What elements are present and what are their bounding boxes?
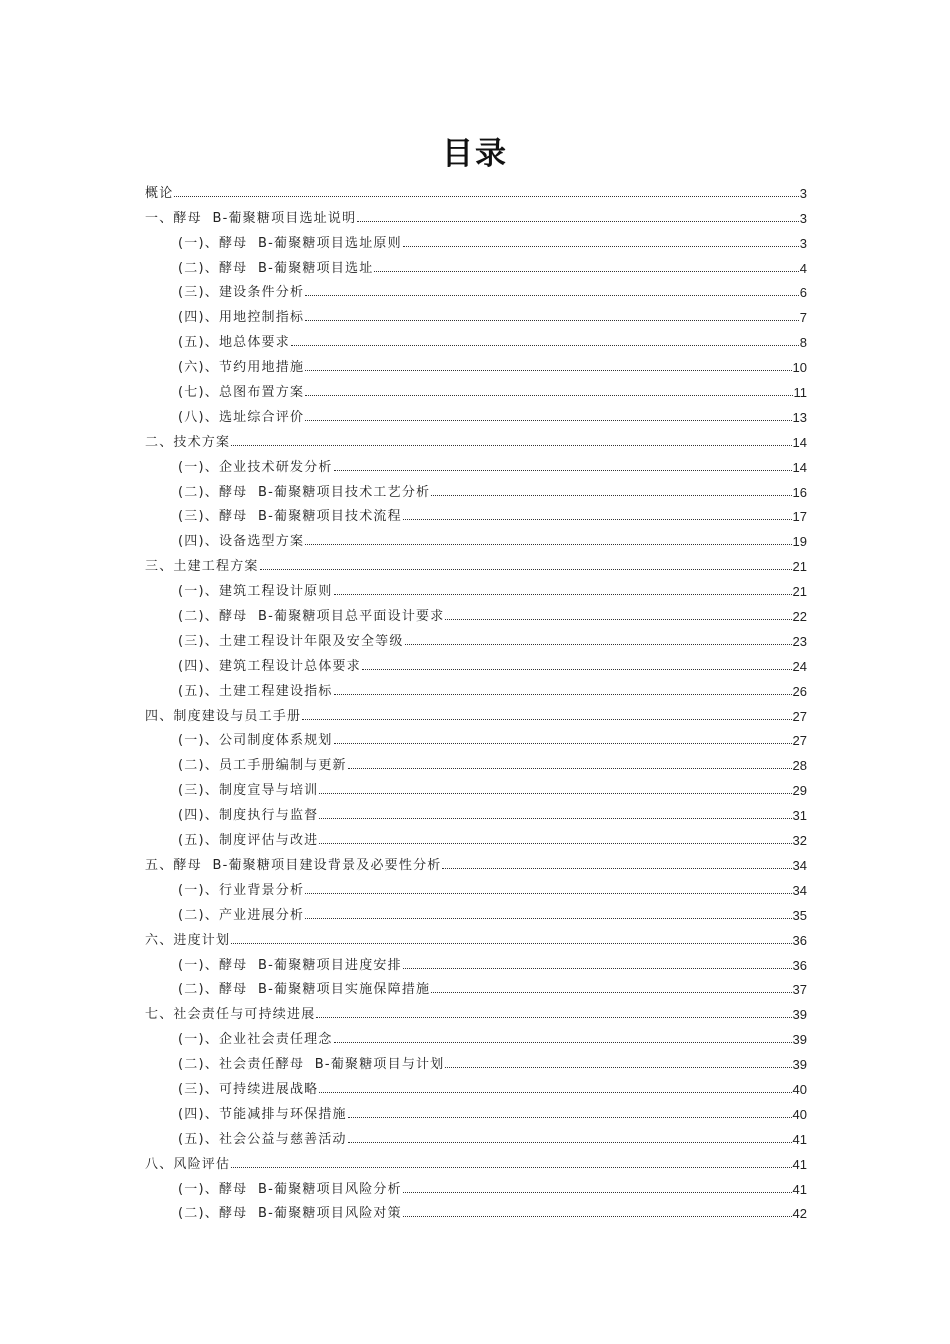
toc-entry-label: (二)、酵母 B-葡聚糖项目实施保障措施	[178, 982, 431, 998]
dot-leader	[334, 594, 792, 595]
toc-subsection-entry[interactable]	[145, 748, 807, 773]
toc-subsection-entry[interactable]	[145, 1022, 807, 1047]
toc-page-number: 42	[792, 1206, 807, 1222]
toc-entry-label: (五)、土建工程建设指标	[178, 683, 333, 699]
toc-page-number: 6	[799, 285, 807, 301]
dot-leader	[316, 1017, 791, 1018]
toc-subsection-entry[interactable]	[145, 500, 807, 525]
dot-leader	[305, 370, 791, 371]
dot-leader	[305, 918, 791, 919]
toc-page-number: 3	[799, 185, 807, 201]
toc-entry-label: 七、社会责任与可持续进展	[145, 1007, 316, 1023]
toc-page-number: 21	[792, 559, 807, 575]
dot-leader	[405, 644, 792, 645]
toc-entry-label: (四)、节能减排与环保措施	[178, 1106, 347, 1122]
dot-leader	[305, 320, 799, 321]
toc-page-number: 17	[792, 509, 807, 525]
toc-subsection-entry[interactable]	[145, 1072, 807, 1097]
dot-leader	[260, 569, 792, 570]
toc-entry-label: (一)、酵母 B-葡聚糖项目进度安排	[178, 957, 402, 973]
toc-page-number: 16	[792, 484, 807, 500]
toc-page-number: 28	[792, 758, 807, 774]
toc-subsection-entry[interactable]	[145, 599, 807, 624]
dot-leader	[403, 1216, 792, 1217]
toc-subsection-entry[interactable]	[145, 226, 807, 251]
toc-entry-label: (二)、社会责任酵母 B-葡聚糖项目与计划	[178, 1057, 445, 1073]
toc-page-number: 13	[792, 409, 807, 425]
dot-leader	[291, 345, 799, 346]
dot-leader	[362, 669, 792, 670]
dot-leader	[445, 619, 791, 620]
toc-subsection-entry[interactable]	[145, 798, 807, 823]
toc-page-number: 3	[799, 235, 807, 251]
toc-subsection-entry[interactable]	[145, 1172, 807, 1197]
toc-page-number: 14	[792, 434, 807, 450]
dot-leader	[302, 719, 791, 720]
toc-subsection-entry[interactable]	[145, 276, 807, 301]
toc-page-number: 37	[792, 982, 807, 998]
toc-page-number: 35	[792, 907, 807, 923]
toc-page-number: 4	[799, 260, 807, 276]
dot-leader	[174, 196, 798, 197]
dot-leader	[431, 992, 791, 993]
dot-leader	[305, 544, 791, 545]
toc-page-number: 7	[799, 310, 807, 326]
dot-leader	[348, 1142, 792, 1143]
dot-leader	[319, 818, 791, 819]
toc-subsection-entry[interactable]	[145, 1047, 807, 1072]
toc-page-number: 11	[793, 385, 807, 401]
toc-section-entry[interactable]	[145, 923, 807, 948]
toc-section-entry[interactable]	[145, 549, 807, 574]
toc-page-number: 19	[792, 534, 807, 550]
toc-subsection-entry[interactable]	[145, 948, 807, 973]
toc-page-number: 10	[792, 360, 807, 376]
toc-entry-label: 一、酵母 B-葡聚糖项目选址说明	[145, 210, 357, 226]
dot-leader	[357, 221, 798, 222]
toc-entry-label: (二)、酵母 B-葡聚糖项目技术工艺分析	[178, 484, 431, 500]
toc-entry-label: (四)、设备选型方案	[178, 534, 305, 550]
toc-entry-label: 概论	[145, 185, 174, 201]
toc-entry-label: 五、酵母 B-葡聚糖项目建设背景及必要性分析	[145, 857, 442, 873]
toc-section-entry[interactable]	[145, 425, 807, 450]
dot-leader	[334, 470, 792, 471]
dot-leader	[442, 868, 791, 869]
toc-entry-label: (一)、公司制度体系规划	[178, 733, 333, 749]
toc-entry-label: (六)、节约用地措施	[178, 360, 305, 376]
toc-subsection-entry[interactable]	[145, 898, 807, 923]
toc-page-number: 39	[792, 1007, 807, 1023]
toc-page-number: 41	[792, 1156, 807, 1172]
dot-leader	[231, 1167, 791, 1168]
toc-subsection-entry[interactable]	[145, 325, 807, 350]
dot-leader	[403, 519, 792, 520]
toc-entry-label: 三、土建工程方案	[145, 559, 259, 575]
toc-page-number: 31	[792, 808, 807, 824]
dot-leader	[403, 1192, 792, 1193]
toc-subsection-entry[interactable]	[145, 475, 807, 500]
toc-entry-label: (二)、酵母 B-葡聚糖项目选址	[178, 260, 374, 276]
dot-leader	[305, 420, 791, 421]
toc-entry-label: (二)、产业进展分析	[178, 907, 305, 923]
toc-entry-label: (二)、酵母 B-葡聚糖项目风险对策	[178, 1206, 402, 1222]
toc-entry-label: (五)、社会公益与慈善活动	[178, 1131, 347, 1147]
dot-leader	[374, 271, 798, 272]
toc-page-number: 34	[792, 882, 807, 898]
toc-subsection-entry[interactable]	[145, 823, 807, 848]
dot-leader	[334, 1042, 792, 1043]
toc-section-entry[interactable]	[145, 997, 807, 1022]
dot-leader	[334, 694, 792, 695]
toc-subsection-entry[interactable]	[145, 524, 807, 549]
toc-subsection-entry[interactable]	[145, 1122, 807, 1147]
toc-entry-label: (五)、制度评估与改进	[178, 833, 319, 849]
toc-page-number: 29	[792, 783, 807, 799]
toc-page-number: 36	[792, 932, 807, 948]
toc-page-number: 39	[792, 1032, 807, 1048]
dot-leader	[319, 843, 791, 844]
table-of-contents	[145, 176, 807, 1221]
toc-section-entry[interactable]	[145, 176, 807, 201]
toc-page-number: 14	[792, 459, 807, 475]
toc-page-number: 36	[792, 957, 807, 973]
toc-page-number: 8	[799, 335, 807, 351]
toc-page-number: 26	[792, 683, 807, 699]
toc-entry-label: (八)、选址综合评价	[178, 409, 305, 425]
toc-entry-label: 六、进度计划	[145, 932, 231, 948]
dot-leader	[334, 743, 792, 744]
toc-entry-label: (三)、可持续进展战略	[178, 1081, 319, 1097]
toc-entry-label: (一)、酵母 B-葡聚糖项目风险分析	[178, 1181, 402, 1197]
toc-subsection-entry[interactable]	[145, 724, 807, 749]
toc-entry-label: (一)、企业技术研发分析	[178, 459, 333, 475]
toc-page-number: 23	[792, 633, 807, 649]
toc-entry-label: (四)、制度执行与监督	[178, 808, 319, 824]
toc-subsection-entry[interactable]	[145, 674, 807, 699]
toc-entry-label: (一)、建筑工程设计原则	[178, 584, 333, 600]
dot-leader	[348, 1117, 792, 1118]
toc-subsection-entry[interactable]	[145, 873, 807, 898]
toc-page-number: 40	[792, 1106, 807, 1122]
toc-entry-label: (四)、用地控制指标	[178, 310, 305, 326]
toc-page-number: 41	[792, 1181, 807, 1197]
toc-subsection-entry[interactable]	[145, 1097, 807, 1122]
toc-subsection-entry[interactable]	[145, 649, 807, 674]
dot-leader	[431, 495, 791, 496]
toc-entry-label: (二)、酵母 B-葡聚糖项目总平面设计要求	[178, 609, 445, 625]
toc-page-number: 34	[792, 857, 807, 873]
toc-subsection-entry[interactable]	[145, 773, 807, 798]
toc-page-number: 40	[792, 1081, 807, 1097]
toc-entry-label: (七)、总图布置方案	[178, 385, 305, 401]
toc-subsection-entry[interactable]	[145, 251, 807, 276]
toc-entry-label: (五)、地总体要求	[178, 335, 290, 351]
dot-leader	[305, 395, 792, 396]
dot-leader	[305, 893, 791, 894]
toc-page-number: 27	[792, 708, 807, 724]
toc-page-number: 41	[792, 1131, 807, 1147]
toc-section-entry[interactable]	[145, 201, 807, 226]
toc-subsection-entry[interactable]	[145, 350, 807, 375]
toc-page-number: 22	[792, 609, 807, 625]
toc-entry-label: (一)、行业背景分析	[178, 882, 305, 898]
toc-section-entry[interactable]	[145, 848, 807, 873]
toc-section-entry[interactable]	[145, 699, 807, 724]
dot-leader	[319, 1092, 791, 1093]
toc-subsection-entry[interactable]	[145, 300, 807, 325]
toc-page-number: 27	[792, 733, 807, 749]
toc-page-number: 32	[792, 833, 807, 849]
toc-entry-label: (三)、建设条件分析	[178, 285, 305, 301]
toc-page-number: 21	[792, 584, 807, 600]
dot-leader	[231, 445, 791, 446]
dot-leader	[445, 1067, 791, 1068]
toc-entry-label: (四)、建筑工程设计总体要求	[178, 658, 361, 674]
toc-subsection-entry[interactable]	[145, 450, 807, 475]
dot-leader	[348, 768, 792, 769]
toc-subsection-entry[interactable]	[145, 624, 807, 649]
toc-title: 目录	[442, 136, 508, 172]
dot-leader	[231, 943, 791, 944]
toc-subsection-entry[interactable]	[145, 375, 807, 400]
toc-entry-label: (一)、企业社会责任理念	[178, 1032, 333, 1048]
dot-leader	[403, 246, 799, 247]
toc-entry-label: (三)、制度宣导与培训	[178, 783, 319, 799]
toc-entry-label: (二)、员工手册编制与更新	[178, 758, 347, 774]
toc-entry-label: 二、技术方案	[145, 434, 231, 450]
dot-leader	[305, 295, 799, 296]
dot-leader	[319, 793, 791, 794]
toc-page-number: 39	[792, 1057, 807, 1073]
toc-page-number: 3	[799, 210, 807, 226]
toc-entry-label: (三)、酵母 B-葡聚糖项目技术流程	[178, 509, 402, 525]
toc-page-number: 24	[792, 658, 807, 674]
toc-section-entry[interactable]	[145, 1147, 807, 1172]
dot-leader	[403, 968, 792, 969]
toc-subsection-entry[interactable]	[145, 400, 807, 425]
toc-subsection-entry[interactable]	[145, 574, 807, 599]
toc-subsection-entry[interactable]	[145, 1197, 807, 1222]
toc-entry-label: 八、风险评估	[145, 1156, 231, 1172]
toc-subsection-entry[interactable]	[145, 973, 807, 998]
toc-entry-label: (一)、酵母 B-葡聚糖项目选址原则	[178, 235, 402, 251]
toc-entry-label: 四、制度建设与员工手册	[145, 708, 302, 724]
toc-entry-label: (三)、土建工程设计年限及安全等级	[178, 633, 404, 649]
